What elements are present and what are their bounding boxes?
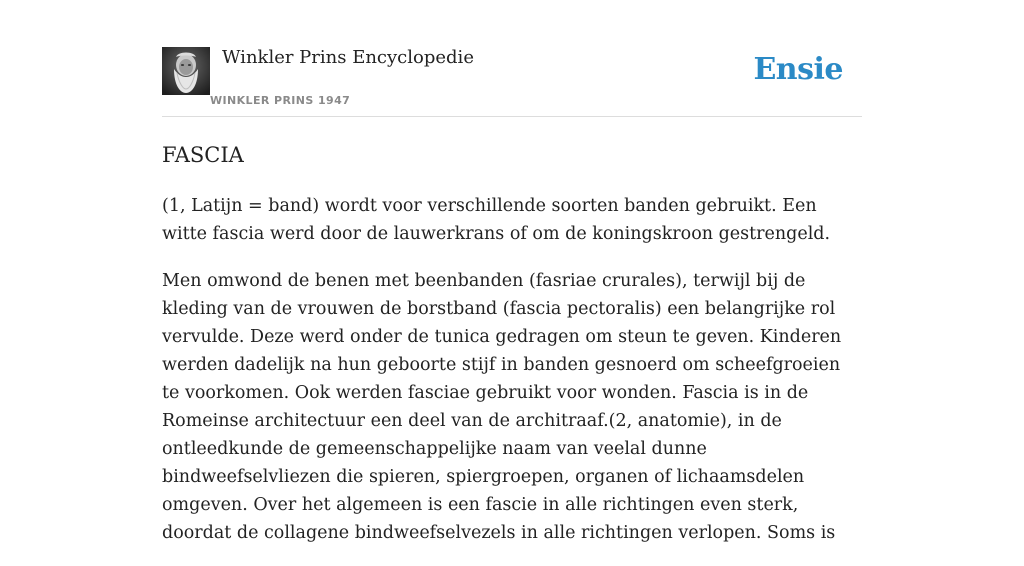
source-name[interactable]: Winkler Prins Encyclopedie [222, 47, 474, 68]
source-header [162, 46, 862, 117]
article-body [162, 192, 862, 566]
article-title: FASCIA [162, 143, 244, 167]
article-paragraph: Men omwond de benen met beenbanden (fasriae crurales), terwijl bij de kleding van de vrouwen de borstband (fascia pectoralis) een belangrijke rol vervulde. Deze werd onder de tunica gedragen om steun te geven. Kinderen werden dadelijk na hun geboorte stijf in banden gesnoerd om scheefgroeien te voorkomen. Ook werden fasciae gebruikt voor wonden. Fascia is in de Romeinse architectuur een deel van de architraaf.(2, anatomie), in de ontleedkunde de gemeenschappelijke naam van veelal dunne bindweefselvliezen die spieren, spiergroepen, organen of lichaamsdelen omgeven. Over het algemeen is een fascie in alle richtingen even sterk, doordat de collagene bindweefselvezels in alle richtingen verlopen. Soms is [162, 271, 842, 543]
brand-logo[interactable]: Ensie [753, 52, 843, 87]
author-avatar[interactable] [162, 47, 210, 95]
portrait-image [162, 47, 210, 95]
article-paragraph: (1, Latijn = band) wordt voor verschillende soorten banden gebruikt. Een witte fascia werd door de lauwerkrans of om de koningskroon gestrengeld. [162, 196, 831, 244]
source-edition[interactable]: WINKLER PRINS 1947 [210, 94, 351, 107]
